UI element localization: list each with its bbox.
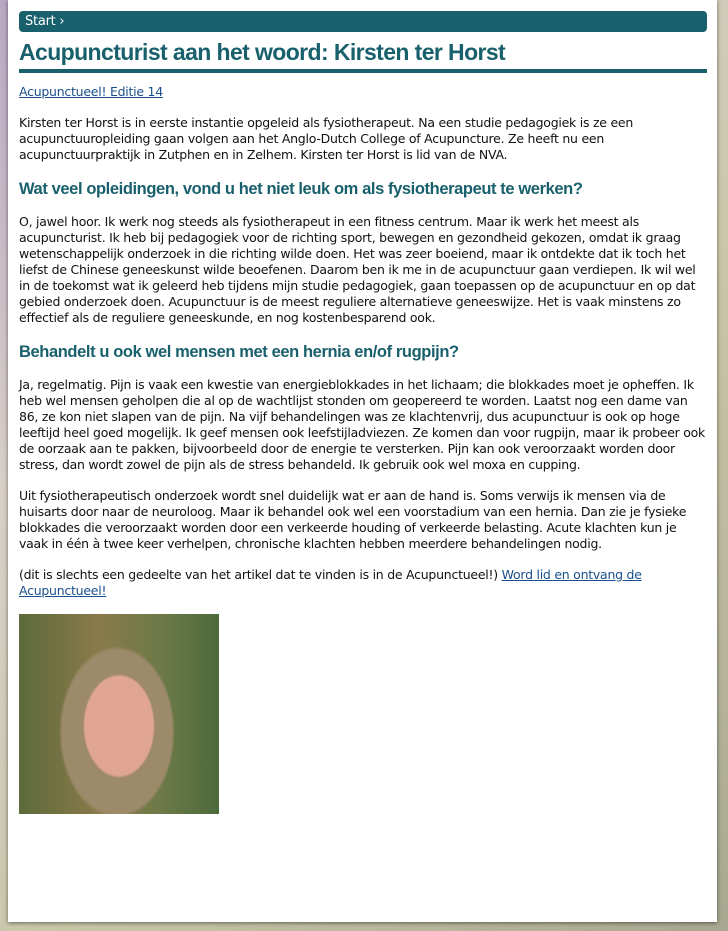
join-link[interactable]: Word lid en ontvang de Acupunctueel! xyxy=(19,567,642,598)
edition-link[interactable]: Acupunctueel! Editie 14 xyxy=(19,84,163,99)
content-panel xyxy=(8,0,717,922)
question-heading: Behandelt u ook wel mensen met een hernia en/of rugpijn? xyxy=(19,343,459,361)
answer-paragraph: Uit fysiotherapeutisch onderzoek wordt snel duidelijk wat er aan de hand is. Soms verwijs ik mensen via de huisarts door naar de neuroloog. Maar ik behandel ook wel een voorstadium van een hernia. Dan zie je fysieke blokkades die veroorzaakt worden door een verkeerde houding of verkeerde belasting. Acute klachten kun je vaak in één à twee keer verhelpen, chronische klachten hebben meerdere behandelingen nodig. xyxy=(19,488,687,551)
answer-paragraph: O, jawel hoor. Ik werk nog steeds als fysiotherapeut in een fitness centrum. Maar ik werk het meest als acupuncturist. Ik heb bij pedagogiek voor de richting sport, bewegen en gezondheid gekozen, omdat ik graag wetenschappelijk onderzoek in die richting wilde doen. Het was zeer boeiend, maar ik ontdekte dat ik toch het liefst de Chinese geneeskunst wilde beoefenen. Daarom ben ik me in de acupunctuur gaan verdiepen. Ik wil wel in de toekomst wat ik geleerd heb tijdens mijn studie pedagogiek, gaan toepassen op de acupunctuur en op dat gebied onderzoek doen. Acupunctuur is de meest reguliere alternatieve geneeswijze. Het is vaak minstens zo effectief als de reguliere geneeskunde, en nog kostenbesparend ook. xyxy=(19,214,696,325)
answer-paragraph: Ja, regelmatig. Pijn is vaak een kwestie van energieblokkades in het lichaam; die blokkades moet je opheffen. Ik heb wel mensen geholpen die al op de wachtlijst stonden om geopereerd te worden. Laatst nog een dame van 86, ze kon niet slapen van de pijn. Na vijf behandelingen was ze klachtenvrij, dus acupunctuur is ook op hoge leeftijd heel goed mogelijk. Ik geef mensen ook leefstijladviezen. Ze komen dan voor rugpijn, maar ik probeer ook de oorzaak aan te pakken, bijvoorbeeld door de energie te versterken. Pijn kan ook veroorzaakt worden door stress, dan wordt zowel de pijn als de stress behandeld. Ik gebruik ook wel moxa en cupping. xyxy=(19,377,706,472)
question-heading: Wat veel opleidingen, vond u het niet leuk om als fysiotherapeut te werken? xyxy=(19,180,583,198)
note-paragraph xyxy=(19,567,707,599)
portrait-photo xyxy=(19,614,219,814)
breadcrumb xyxy=(19,11,707,32)
note-text: (dit is slechts een gedeelte van het artikel dat te vinden is in de Acupunctueel!) xyxy=(19,567,502,582)
breadcrumb-start-link[interactable]: Start › xyxy=(25,14,65,29)
intro-paragraph: Kirsten ter Horst is in eerste instantie opgeleid als fysiotherapeut. Na een studie pedagogiek is ze een acupunctuuropleiding gaan volgen aan het Anglo-Dutch College of Acupuncture. Ze heeft nu een acupunctuurpraktijk in Zutphen en in Zelhem. Kirsten ter Horst is lid van de NVA. xyxy=(19,115,633,162)
page-title: Acupuncturist aan het woord: Kirsten ter Horst xyxy=(19,38,707,73)
article xyxy=(19,11,707,814)
